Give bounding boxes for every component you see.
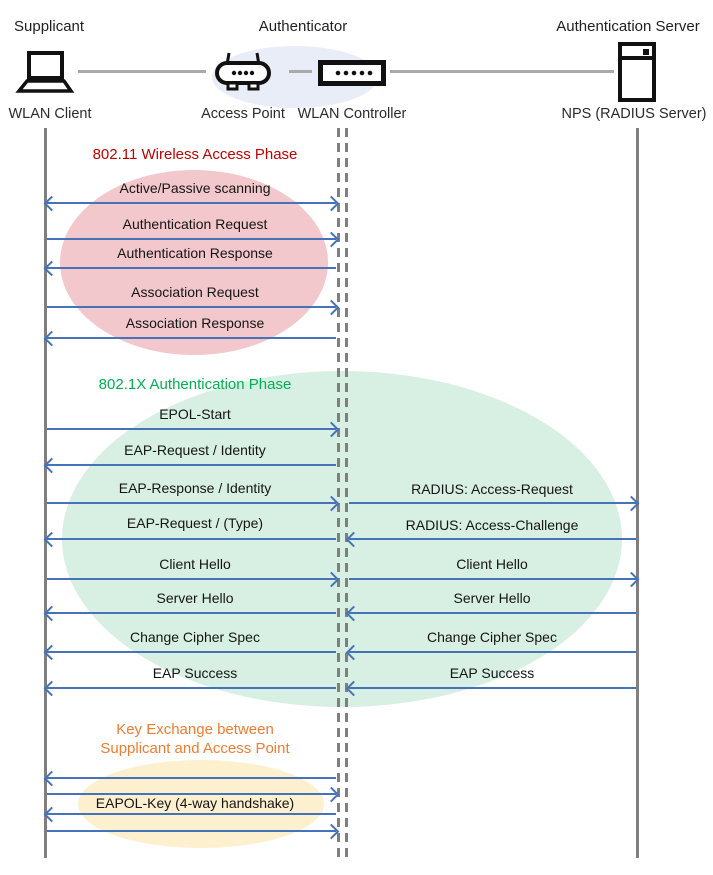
message-arrow — [349, 651, 636, 653]
message-label: EAPOL-Key (4-way handshake) — [95, 795, 295, 811]
message-arrow — [349, 687, 636, 689]
message-label: Server Hello — [453, 590, 531, 606]
message-label: EAP-Request / Identity — [124, 442, 266, 458]
message-arrow — [47, 651, 336, 653]
node-label-wlan-controller: WLAN Controller — [297, 106, 407, 122]
phase-title-key-exchange-line2: Supplicant and Access Point — [100, 740, 290, 757]
role-authenticator: Authenticator — [258, 18, 348, 35]
message-arrow — [47, 267, 336, 269]
message-arrow — [47, 830, 336, 832]
role-authentication-server: Authentication Server — [556, 18, 700, 35]
message-label: RADIUS: Access-Challenge — [405, 517, 579, 533]
message-label: Active/Passive scanning — [119, 180, 271, 196]
message-arrow — [47, 687, 336, 689]
message-label: EAP-Request / (Type) — [126, 515, 264, 531]
message-arrow — [47, 464, 336, 466]
laptop-icon — [14, 50, 76, 101]
message-arrow — [47, 813, 336, 815]
message-arrow — [349, 538, 636, 540]
lifeline-nps — [636, 128, 639, 858]
message-label: EAP-Response / Identity — [118, 480, 272, 496]
message-arrow — [349, 578, 636, 580]
message-label: Association Response — [125, 315, 265, 331]
message-label: EPOL-Start — [159, 406, 231, 422]
message-arrow — [349, 502, 636, 504]
message-label: EAP Success — [449, 665, 535, 681]
message-label: Client Hello — [159, 556, 231, 572]
connector-controller-server — [390, 70, 614, 73]
message-arrow — [47, 538, 336, 540]
message-label: Server Hello — [156, 590, 234, 606]
node-label-nps: NPS (RADIUS Server) — [561, 106, 707, 122]
role-supplicant: Supplicant — [14, 18, 85, 35]
node-label-access-point: Access Point — [201, 106, 285, 122]
message-label: Client Hello — [456, 556, 528, 572]
message-arrow — [349, 612, 636, 614]
message-arrow — [47, 337, 336, 339]
message-label: RADIUS: Access-Request — [411, 481, 573, 497]
message-arrow — [47, 777, 336, 779]
message-arrow — [47, 502, 336, 504]
connector-client-ap — [78, 70, 206, 73]
message-arrow — [47, 238, 336, 240]
message-label: Authentication Request — [122, 216, 268, 232]
message-arrow — [47, 428, 336, 430]
message-arrow — [47, 306, 336, 308]
message-arrow — [47, 612, 336, 614]
message-arrow — [47, 578, 336, 580]
access-point-icon — [212, 50, 274, 99]
node-label-wlan-client: WLAN Client — [8, 106, 92, 122]
lifeline-authenticator-right — [345, 128, 348, 858]
message-label: Authentication Response — [117, 245, 273, 261]
phase-title-8021x: 802.1X Authentication Phase — [98, 376, 292, 393]
message-label: EAP Success — [152, 665, 238, 681]
phase-title-80211: 802.11 Wireless Access Phase — [92, 146, 298, 163]
message-label: Change Cipher Spec — [427, 629, 557, 645]
connector-ap-controller — [289, 70, 312, 73]
message-arrow — [47, 202, 336, 204]
phase-title-key-exchange-line1: Key Exchange between — [116, 721, 274, 738]
message-label: Change Cipher Spec — [130, 629, 260, 645]
message-label: Association Request — [131, 284, 259, 300]
wlan-controller-icon — [318, 60, 386, 91]
server-icon — [618, 42, 656, 107]
